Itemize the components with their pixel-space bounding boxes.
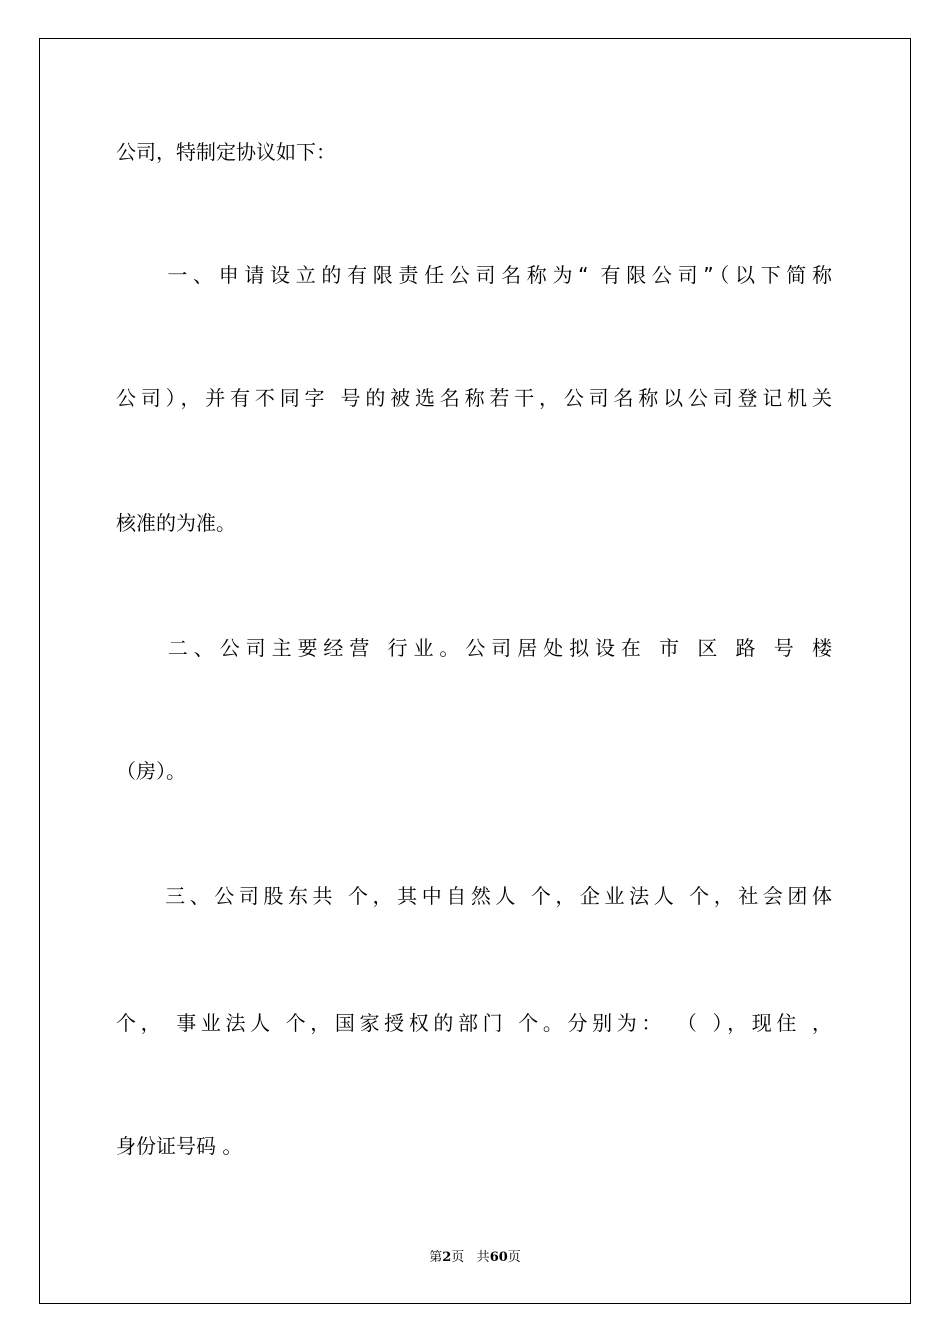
text-line-2: 一、申请设立的有限责任公司名称为“ 有限公司”（以下简称 xyxy=(116,263,832,287)
footer-page-prefix: 第 xyxy=(429,1250,443,1265)
footer-total-prefix: 共 xyxy=(476,1250,490,1265)
text-line-8: 个， 事业法人 个，国家授权的部门 个。分别为： （ ），现住 ， xyxy=(116,1011,832,1035)
text-line-1: 公司，特制定协议如下： xyxy=(116,140,336,164)
text-line-9: 身份证号码 。 xyxy=(116,1134,243,1158)
text-line-5: 二、公司主要经营 行业。公司居处拟设在 市 区 路 号 楼 xyxy=(116,636,832,660)
footer-page-number: 2 xyxy=(442,1250,452,1265)
page-footer xyxy=(0,1249,950,1267)
footer-total-suffix: 页 xyxy=(507,1250,521,1265)
page-border xyxy=(39,38,911,1304)
footer-total-pages: 60 xyxy=(489,1250,508,1265)
text-line-6: （房）。 xyxy=(116,759,186,783)
text-line-3: 公司），并有不同字 号的被选名称若干，公司名称以公司登记机关 xyxy=(116,386,832,410)
text-line-4: 核准的为准。 xyxy=(116,511,236,535)
footer-page-suffix: 页 xyxy=(451,1250,465,1265)
text-line-7: 三、公司股东共 个，其中自然人 个，企业法人 个，社会团体 xyxy=(116,884,832,908)
